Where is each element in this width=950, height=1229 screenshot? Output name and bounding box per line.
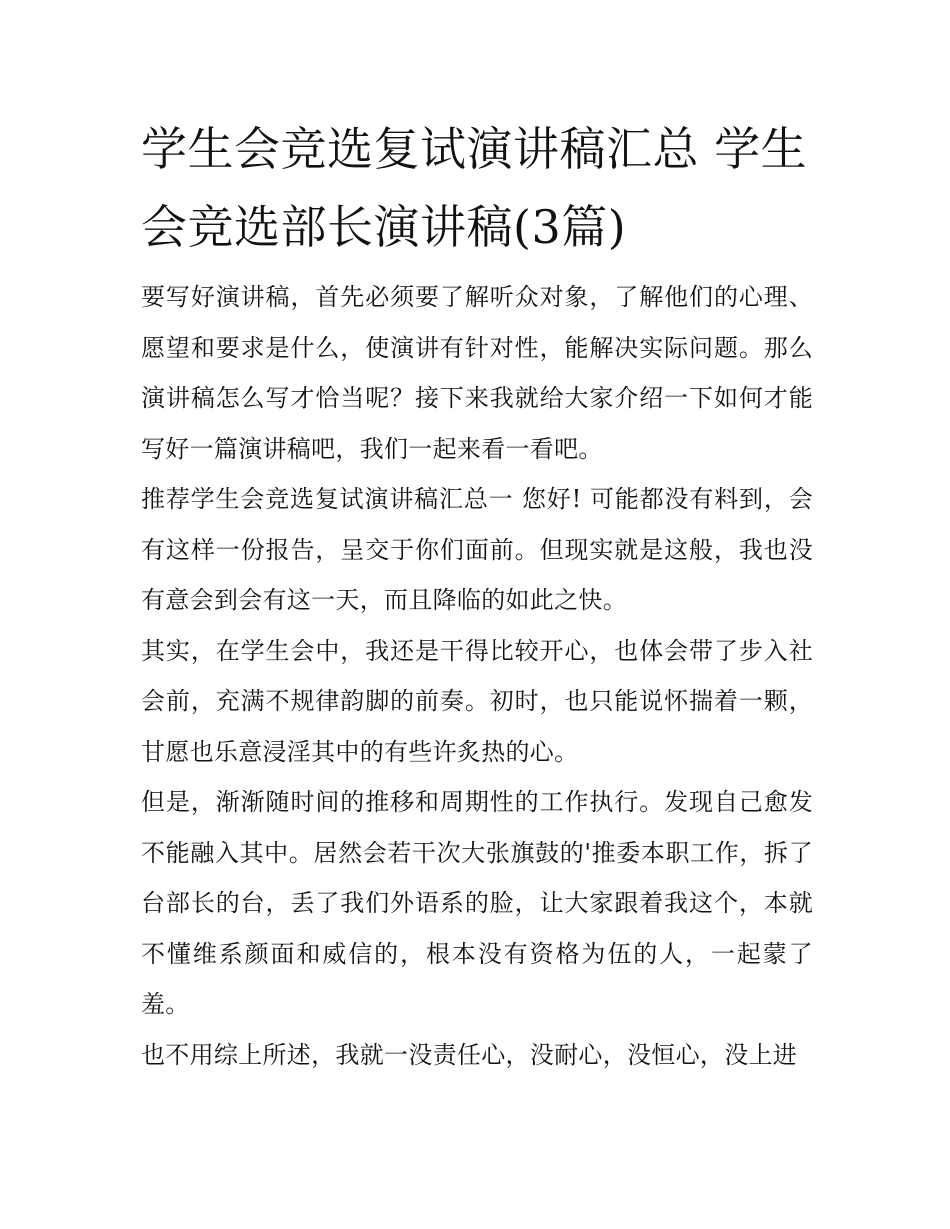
paragraph-1: 推荐学生会竞选复试演讲稿汇总一 您好! 可能都没有料到，会有这样一份报告，呈交于你们面前。但现实就是这般，我也没有意会到会有这一天，而且降临的如此之快。 [141, 485, 813, 614]
document-title: 学生会竞选复试演讲稿汇总 学生会竞选部长演讲稿(3篇) [141, 122, 808, 254]
paragraph-3: 但是，渐渐随时间的推移和周期性的工作执行。发现自己愈发不能融入其中。居然会若干次大张旗鼓的'推委本职工作，拆了台部长的台，丢了我们外语系的脸，让大家跟着我这个，本就不懂维系颜面和威信的，根本没有资格为伍的人，一起蒙了羞。 [141, 788, 813, 1018]
paragraph-intro: 要写好演讲稿，首先必须要了解听众对象，了解他们的心理、愿望和要求是什么，使演讲有针对性，能解决实际问题。那么演讲稿怎么写才恰当呢？接下来我就给大家介绍一下如何才能写好一篇演讲稿吧，我们一起来看一看吧。 [141, 283, 813, 463]
paragraph-2: 其实，在学生会中，我还是干得比较开心，也体会带了步入社会前，充满不规律韵脚的前奏。初时，也只能说怀揣着一颗，甘愿也乐意浸淫其中的有些许炙热的心。 [141, 636, 813, 766]
paragraph-4: 也不用综上所述，我就一没责任心，没耐心，没恒心，没上进 [141, 1040, 798, 1069]
document-page [141, 110, 813, 1080]
